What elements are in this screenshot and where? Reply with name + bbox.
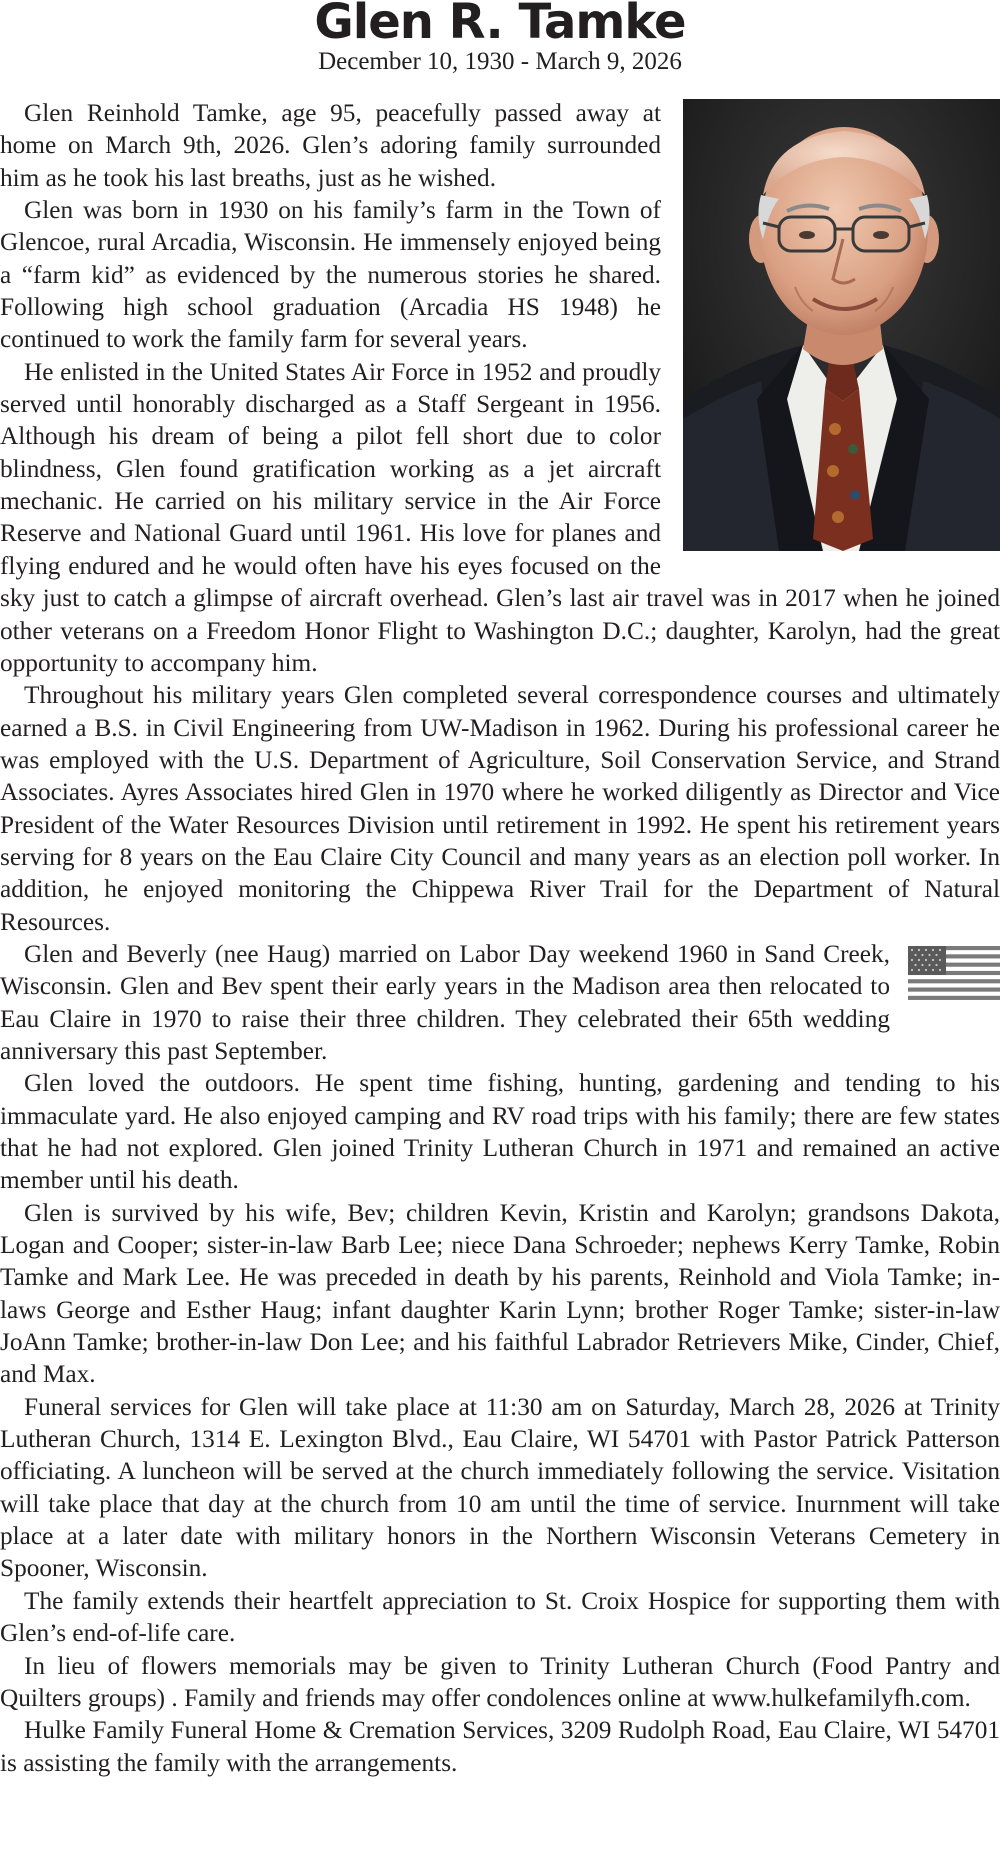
portrait-illustration bbox=[683, 99, 1000, 551]
obituary-name: Glen R. Tamke bbox=[314, 0, 686, 50]
portrait-photo bbox=[683, 99, 1000, 551]
paragraph-9: The family extends their heartfelt appreciation to St. Croix Hospice for supporting them with Glen’s end-of-life care. bbox=[0, 1586, 1000, 1648]
paragraph-5: Glen and Beverly (nee Haug) married on Labor Day weekend 1960 in Sand Creek, Wisconsin. Glen and Bev spent their early years in the Madison area then relocated to Eau Claire in 1970 to raise their three children. They celebrated their 65th wedding anniversary this past September. bbox=[0, 939, 890, 1065]
obituary-body bbox=[0, 97, 1000, 1779]
paragraph-8: Funeral services for Glen will take place at 11:30 am on Saturday, March 28, 2026 at Trinity Lutheran Church, 1314 E. Lexington Blvd., Eau Claire, WI 54701 with Pastor Patrick Patterson officiating. A luncheon will be served at the church immediately following the service. Visitation will take place that day at the church from 10 am until the time of service. Inurnment will take place at a later date with military honors in the Northern Wisconsin Veterans Cemetery in Spooner, Wisconsin. bbox=[0, 1392, 1000, 1583]
obituary-dates: December 10, 1930 - March 9, 2026 bbox=[318, 48, 682, 75]
us-flag-icon bbox=[908, 946, 1000, 1000]
flag-illustration bbox=[908, 946, 1000, 1000]
paragraph-6: Glen loved the outdoors. He spent time fishing, hunting, gardening and tending to his immaculate yard. He also enjoyed camping and RV road trips with his family; there are few states that he had not explored. Glen joined Trinity Lutheran Church in 1971 and remained an active member until his death. bbox=[0, 1069, 1000, 1195]
paragraph-11: Hulke Family Funeral Home & Cremation Services, 3209 Rudolph Road, Eau Claire, WI 54701 is assisting the family with the arrangements. bbox=[0, 1716, 1000, 1777]
paragraph-3: He enlisted in the United States Air Force in 1952 and proudly served until honorably discharged as a Staff Sergeant in 1956. Although his dream of being a pilot fell short due to color blindness, Glen found gratification working as a jet aircraft mechanic. He carried on his military service in the Air Force Reserve and National Guard until 1961. His love for planes and flying endured and he would often have his eyes focused on the sky just to catch a glimpse of aircraft overhead. Glen’s last air travel was in 2017 when he joined other veterans on a Freedom Honor Flight to Washington D.C.; daughter, Karolyn, had the great opportunity to accompany him. bbox=[0, 357, 1000, 677]
paragraph-1: Glen Reinhold Tamke, age 95, peacefully passed away at home on March 9th, 2026. Glen’s adoring family surrounded him as he took his last breaths, just as he wished. bbox=[0, 99, 661, 192]
paragraph-10: In lieu of flowers memorials may be given to Trinity Lutheran Church (Food Pantry and Quilters groups) . Family and friends may offer condolences online at www.hulkefamilyfh.com. bbox=[0, 1651, 1000, 1712]
paragraph-2: Glen was born in 1930 on his family’s farm in the Town of Glencoe, rural Arcadia, Wisconsin. He immensely enjoyed being a “farm kid” as evidenced by the numerous stories he shared. Following high school graduation (Arcadia HS 1948) he continued to work the family farm for several years. bbox=[0, 196, 661, 354]
paragraph-7: Glen is survived by his wife, Bev; children Kevin, Kristin and Karolyn; grandsons Dakota, Logan and Cooper; sister-in-law Barb Lee; niece Dana Schroeder; nephews Kerry Tamke, Robin Tamke and Mark Lee. He was preceded in death by his parents, Reinhold and Viola Tamke; in-laws George and Esther Haug; infant daughter Karin Lynn; brother Roger Tamke; sister-in-law JoAnn Tamke; brother-in-law Don Lee; and his faithful Labrador Retrievers Mike, Cinder, Chief, and Max. bbox=[0, 1198, 1000, 1389]
paragraph-4: Throughout his military years Glen completed several correspondence courses and ultimately earned a B.S. in Civil Engineering from UW-Madison in 1962. During his professional career he was employed with the U.S. Department of Agriculture, Soil Conservation Service, and Strand Associates. Ayres Associates hired Glen in 1970 where he worked diligently as Director and Vice President of the Water Resources Division until retirement in 1992. He spent his retirement years serving for 8 years on the Eau Claire City Council and many years as an election poll worker. In addition, he enjoyed monitoring the Chippewa River Trail for the Department of Natural Resources. bbox=[0, 681, 1000, 936]
